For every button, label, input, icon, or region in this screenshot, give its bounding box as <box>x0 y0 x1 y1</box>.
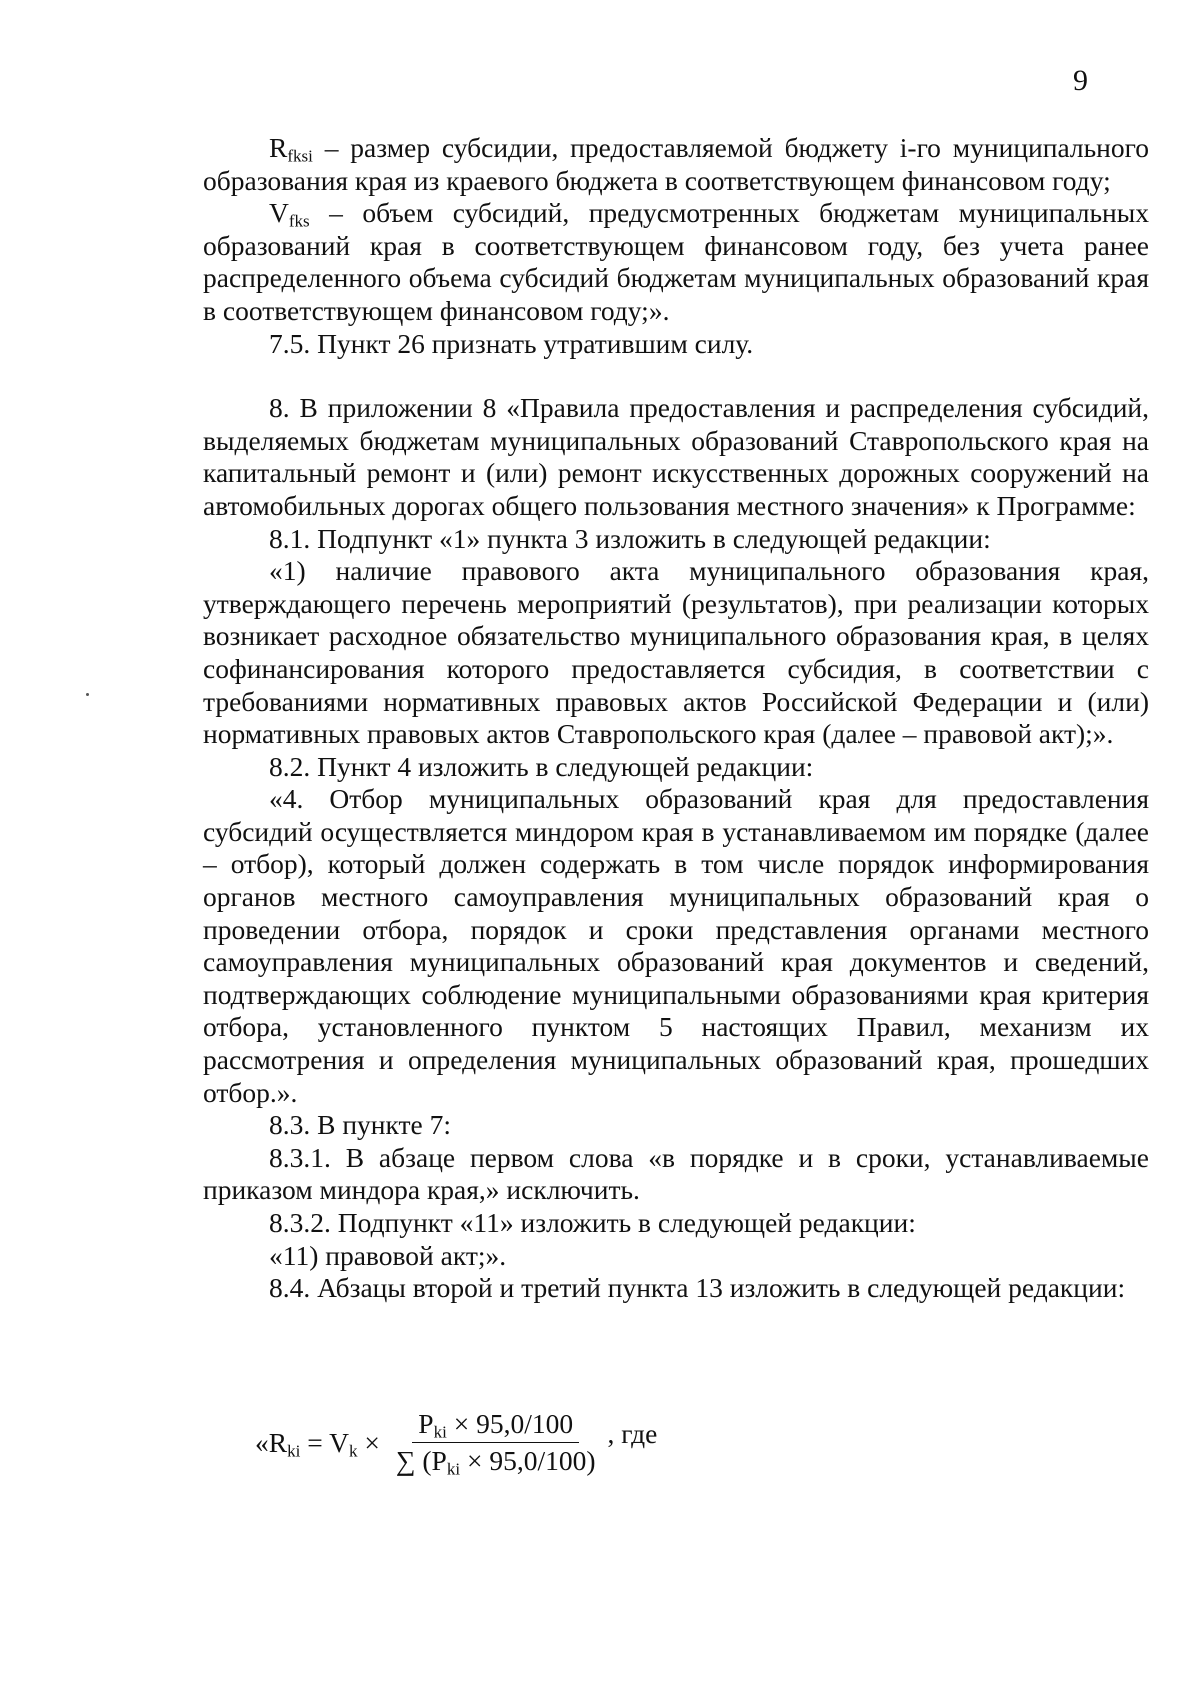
denominator-rest: × 95,0/100) <box>460 1445 596 1476</box>
paragraph-8-2-text: «4. Отбор муниципальных образований края для предоставления субсидий осуществляется миндором края в устанавливаемом им порядке (далее – отбор), который должен содержать в том числе порядок информирования органов местного самоуправления муниципальных образований края о проведении отбора, порядок и сроки представления органами местного самоуправления муниципальных образований края документов и сведений, подтверждающих соблюдение муниципальными образованиями края критерия отбора, установленного пунктом 5 настоящих Правил, механизм их рассмотрения и определения муниципальных образований края, прошедших отбор.». <box>203 783 1149 1108</box>
paragraph-rfksi-definition <box>203 132 1149 197</box>
paragraph-8-3-2-text: «11) правовой акт;». <box>269 1239 507 1271</box>
paragraph-8-1: 8.1. Подпункт «1» пункта 3 изложить в следующей редакции: <box>269 522 991 554</box>
scan-speck <box>86 693 89 696</box>
formula-denominator <box>390 1443 602 1477</box>
paragraph-8-2: 8.2. Пункт 4 изложить в следующей редакции: <box>269 750 814 782</box>
var-v-subscript: fks <box>288 211 310 231</box>
section-gap <box>203 360 1149 392</box>
var-r: R <box>269 132 288 163</box>
page-number: 9 <box>1073 64 1088 97</box>
var-r-subscript: fksi <box>287 146 313 166</box>
var-v: V <box>269 197 289 229</box>
paragraph-8-3: 8.3. В пункте 7: <box>269 1109 452 1141</box>
numerator-subscript: ki <box>433 1422 447 1442</box>
denominator-subscript: ki <box>446 1459 461 1479</box>
formula-tail: , где <box>607 1417 658 1449</box>
paragraph-8: 8. В приложении 8 «Правила предоставления и распределения субсидий, выделяемых бюджетам муниципальных образований Ставропольского края на капитальный ремонт и (или) ремонт искусственных дорожных сооружений на автомобильных дорогах общего пользования местного значения» к Программе: <box>203 392 1149 521</box>
paragraph-text: – объем субсидий, предусмотренных бюджетам муниципальных образований края в соответствующем финансовом году, без учета ранее распределенного объема субсидий бюджетам муниципальных образований края в соответствующем финансовом году;». <box>203 197 1149 326</box>
formula-lhs <box>255 1427 380 1459</box>
numerator-p: P <box>418 1408 434 1439</box>
paragraph-vfks-definition <box>203 197 1149 327</box>
formula-eq: = V <box>300 1426 349 1458</box>
paragraph-8-3-2: 8.3.2. Подпункт «11» изложить в следующей редакции: <box>269 1207 916 1238</box>
denominator-sum: ∑ (P <box>395 1445 447 1476</box>
formula-lhs-subscript: ki <box>287 1440 301 1460</box>
paragraph-text: – размер субсидии, предоставляемой бюджету i-го муниципального образования края из краевого бюджета в соответствующем финансовом году; <box>203 132 1149 196</box>
formula-open: «R <box>255 1426 288 1458</box>
formula-fraction <box>390 1408 602 1477</box>
formula-numerator <box>412 1408 579 1443</box>
numerator-rest: × 95,0/100 <box>446 1408 574 1439</box>
formula-v-subscript: k <box>348 1440 358 1460</box>
paragraph-8-4: 8.4. Абзацы второй и третий пункта 13 изложить в следующей редакции: <box>269 1272 1126 1304</box>
paragraph-7-5: 7.5. Пункт 26 признать утратившим силу. <box>269 327 754 359</box>
formula-times: × <box>357 1426 380 1458</box>
paragraph-8-3-1: 8.3.1. В абзаце первом слова «в порядке и в сроки, устанавливаемые приказом миндора края,» исключить. <box>203 1141 1149 1206</box>
paragraph-8-1-text: «1) наличие правового акта муниципального образования края, утверждающего перечень мероприятий (результатов), при реализации которых возникает расходное обязательство муниципального образования края, в целях софинансирования которого предоставляется субсидия, в соответствии с требованиями нормативных правовых актов Российской Федерации и (или) нормативных правовых актов Ставропольского края (далее – правовой акт);». <box>203 555 1149 750</box>
document-body <box>203 132 1149 1305</box>
formula-rki <box>255 1408 657 1477</box>
